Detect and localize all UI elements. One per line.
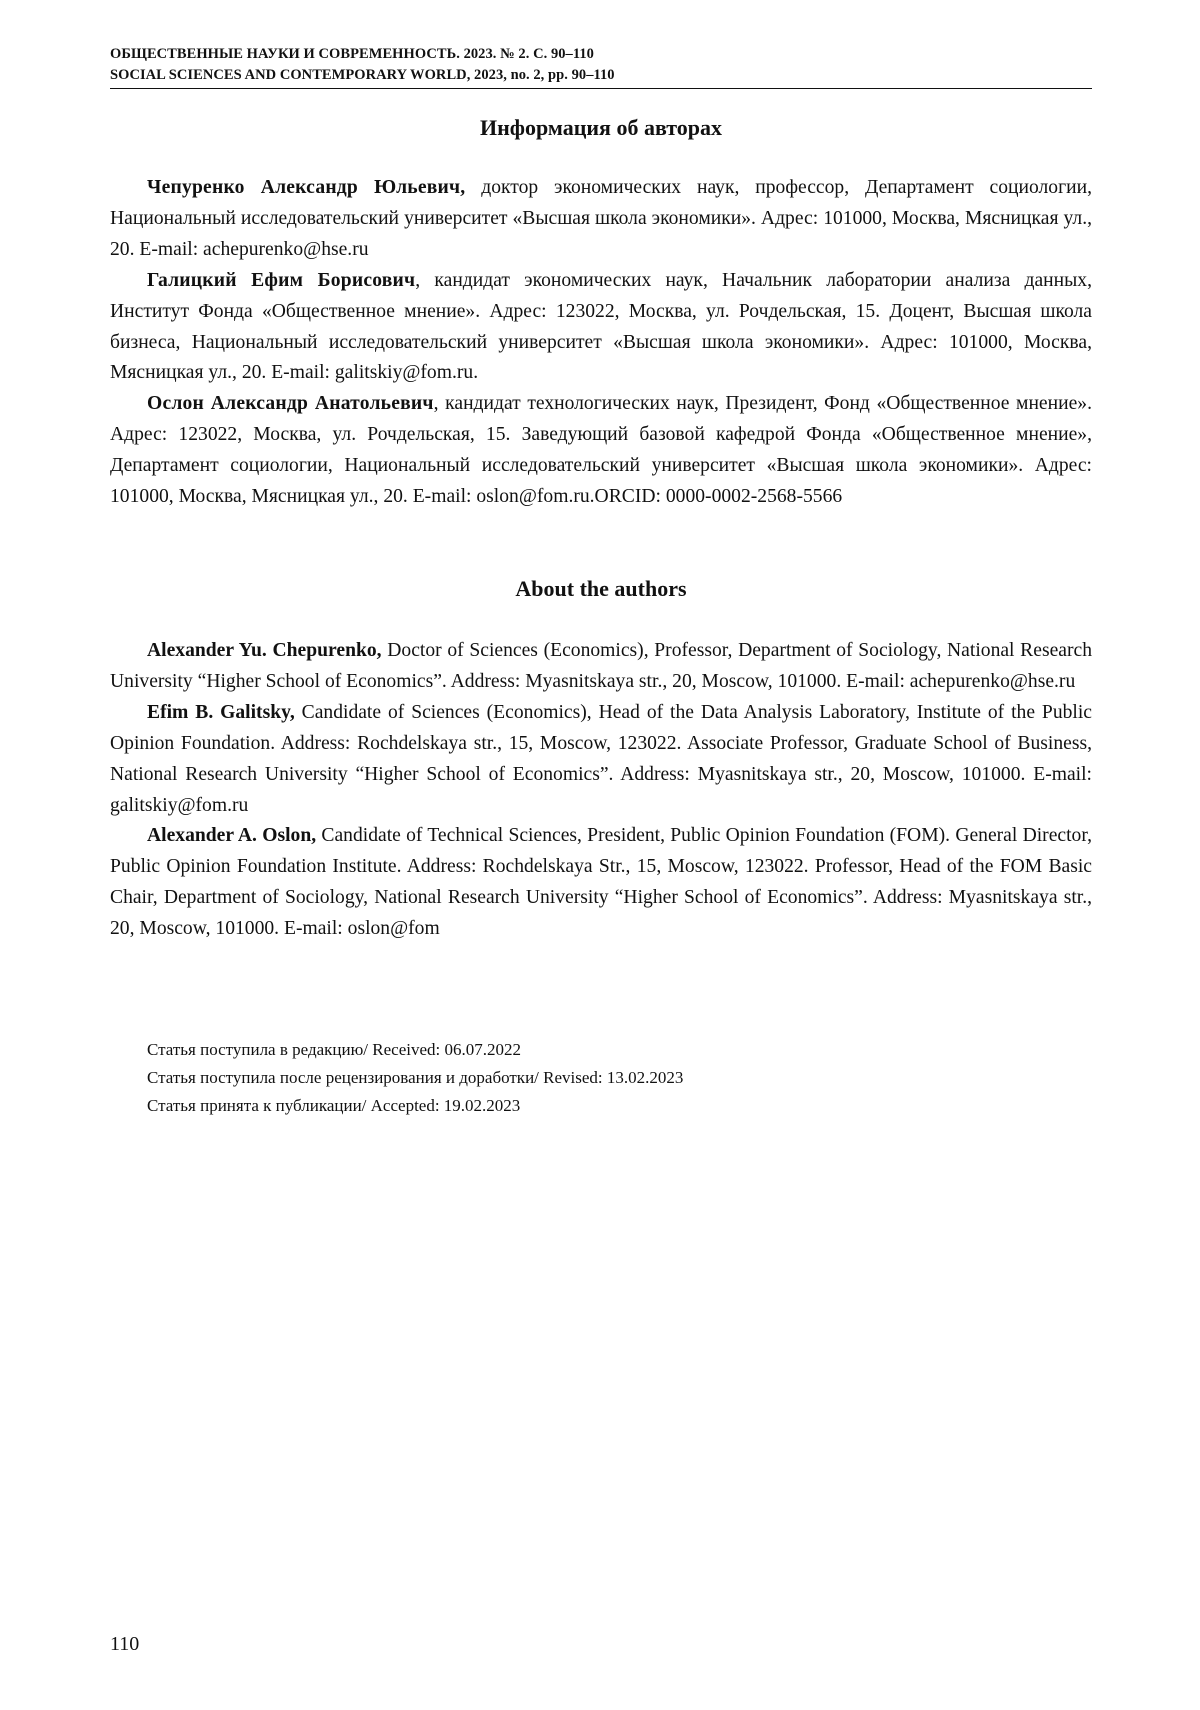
authors-en-section [110, 636, 1092, 945]
author-bio-galitsky-ru [110, 266, 1092, 390]
date-revised: Статья поступила после рецензирования и доработки/ Revised: 13.02.2023 [147, 1068, 684, 1088]
authors-ru-section [110, 173, 1092, 513]
section-title-authors-ru: Информация об авторах [479, 115, 723, 140]
author-details: Doctor of Sciences (Economics), Professor, Department of Sociology, National Research University “Higher School of Economics”. Address: Myasnitskaya str., 20, Moscow, 101000. E-mail: achepurenko@hse.ru [110, 639, 1092, 692]
author-details: Candidate of Technical Sciences, President, Public Opinion Foundation (FOM). General Director, Public Opinion Foundation Institute. Address: Rochdelskaya Str., 15, Moscow, 123022. Professor, Head of the FOM Basic Chair, Department of Sociology, National Research University “Higher School of Economics”. Address: Myasnitskaya str., 20, Moscow, 101000. E-mail: oslon@fom [110, 825, 1092, 940]
author-details: доктор экономических наук, профессор, Департамент социологии, Национальный исследовательский университет «Высшая школа экономики». Адрес: 101000, Москва, Мясницкая ул., 20. E-mail: achepurenko@hse.ru [110, 177, 1092, 260]
author-name: Ослон Александр Анатольевич [147, 393, 434, 415]
author-bio-chepurenko-en [110, 636, 1092, 698]
running-head-en: SOCIAL SCIENCES AND CONTEMPORARY WORLD, 2023, no. 2, pp. 90–110 [110, 67, 615, 83]
author-name: Чепуренко Александр Юльевич, [147, 177, 466, 198]
author-bio-galitsky-en [110, 698, 1092, 822]
author-details: , кандидат технологических наук, Президент, Фонд «Общественное мнение». Адрес: 123022, Москва, ул. Рочдельская, 15. Заведующий базовой кафедрой Фонда «Общественное мнение», Департамент социологии, Национальный исследовательский университет «Высшая школа экономики». Адрес: 101000, Москва, Мясницкая ул., 20. E-mail: oslon@​fom.ru.ORCID: 0000-0002-2568-5566 [110, 393, 1092, 508]
author-name: Alexander A. Oslon, [147, 825, 317, 847]
running-head [110, 44, 1092, 89]
author-name: Галицкий Ефим Борисович [147, 269, 416, 291]
author-bio-oslon-en [110, 821, 1092, 945]
author-name: Efim B. Galitsky, [147, 701, 295, 723]
date-received: Статья поступила в редакцию/ Received: 06.07.2022 [147, 1040, 521, 1060]
author-bio-oslon-ru [110, 389, 1092, 513]
date-accepted: Статья принята к публикации/ Accepted: 19.02.2023 [147, 1096, 521, 1116]
author-details: , кандидат экономических наук, Начальник лаборатории анализа данных, Институт Фонда «Общественное мнение». Адрес: 123022, Москва, ул. Рочдельская, 15. Доцент, Высшая школа бизнеса, Национальный исследовательский университет «Высшая школа экономики». Адрес: 101000, Москва, Мясницкая ул., 20. E-mail: galitskiy@fom.ru. [110, 269, 1092, 384]
section-title-authors-en: About the authors [515, 575, 687, 601]
journal-page [110, 44, 1092, 1121]
running-head-ru: ОБЩЕСТВЕННЫЕ НАУКИ И СОВРЕМЕННОСТЬ. 2023. № 2. С. 90–110 [110, 46, 594, 62]
author-details: Candidate of Sciences (Economics), Head of the Data Analysis Laboratory, Institute of the Public Opinion Foundation. Address: Rochdelskaya str., 15, Moscow, 123022. Associate Professor, Graduate School of Business, National Research University “Higher School of Economics”. Address: Myasnitskaya str., 20, Moscow, 101000. E-mail: galitskiy@fom.ru [110, 701, 1093, 816]
author-name: Alexander Yu. Chepurenko, [147, 639, 382, 661]
article-dates [110, 1036, 1092, 1121]
author-bio-chepurenko-ru [110, 173, 1092, 266]
page-number: 110 [110, 1633, 140, 1655]
